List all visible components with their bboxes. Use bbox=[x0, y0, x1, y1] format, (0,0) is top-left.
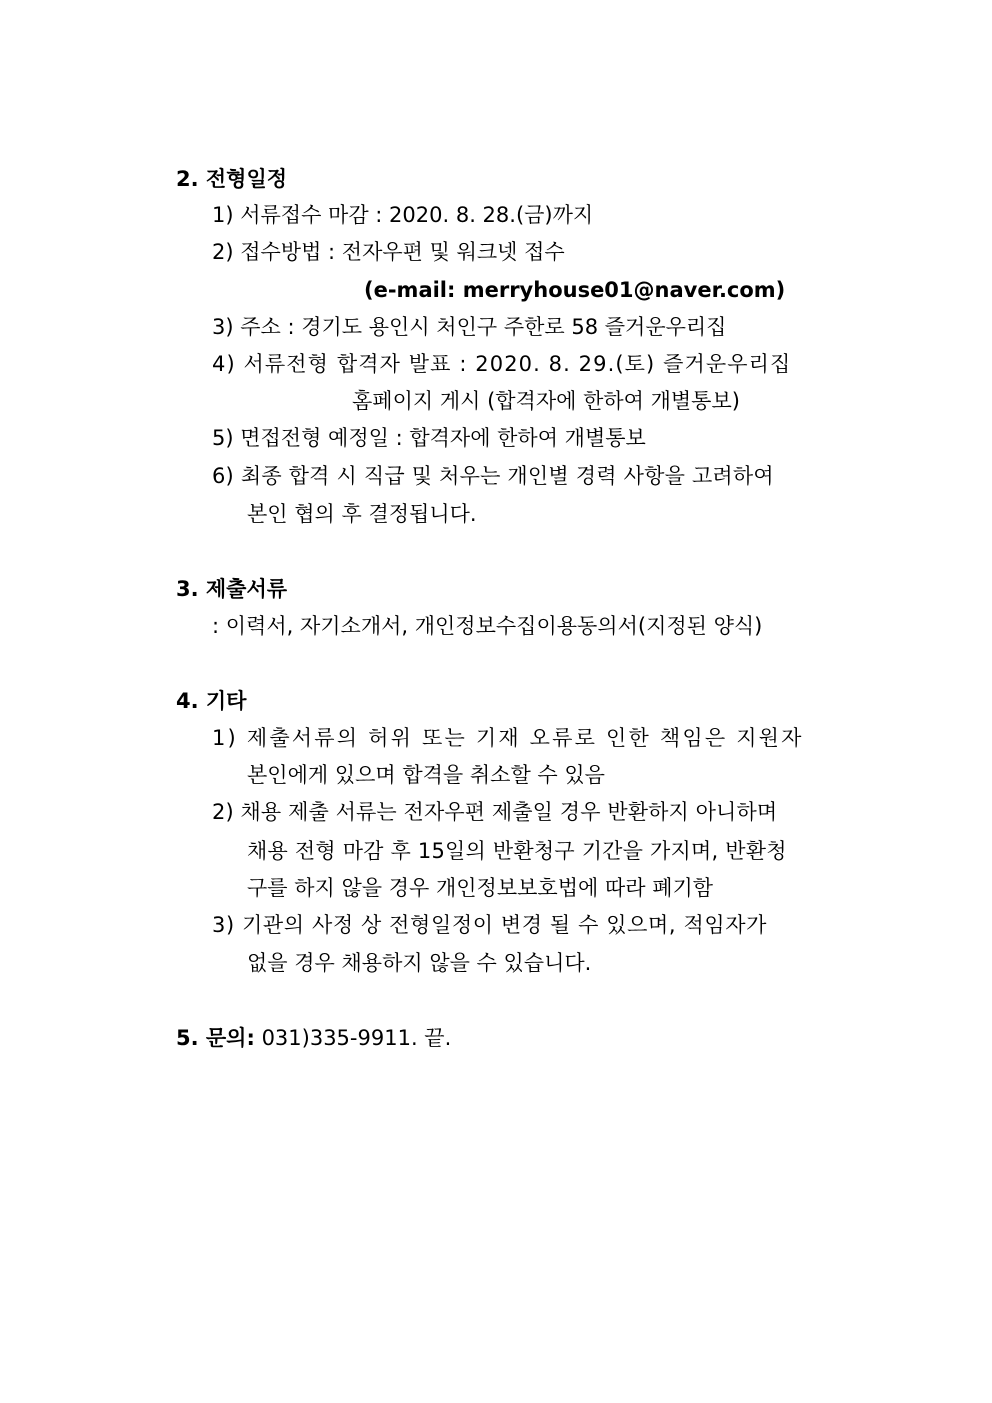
schedule-item-2: 2) 접수방법 : 전자우편 및 워크넷 접수 bbox=[212, 240, 565, 264]
documents-list: : 이력서, 자기소개서, 개인정보수집이용동의서(지정된 양식) bbox=[212, 614, 763, 638]
etc-item-3: 3) 기관의 사정 상 전형일정이 변경 될 수 있으며, 적임자가 bbox=[212, 913, 767, 937]
schedule-item-6-cont: 본인 협의 후 결정됩니다. bbox=[247, 502, 477, 526]
etc-item-1-cont: 본인에게 있으며 합격을 취소할 수 있음 bbox=[247, 763, 605, 787]
etc-item-2-cont: 채용 전형 마감 후 15일의 반환청구 기간을 가지며, 반환청 bbox=[247, 839, 787, 863]
schedule-item-5: 5) 면접전형 예정일 : 합격자에 한하여 개별통보 bbox=[212, 426, 646, 450]
schedule-item-6: 6) 최종 합격 시 직급 및 처우는 개인별 경력 사항을 고려하여 bbox=[212, 464, 774, 488]
schedule-item-1: 1) 서류접수 마감 : 2020. 8. 28.(금)까지 bbox=[212, 203, 594, 227]
etc-item-1: 1) 제출서류의 허위 또는 기재 오류로 인한 책임은 지원자 bbox=[212, 726, 804, 750]
contact-label: 5. 문의: bbox=[176, 1026, 255, 1050]
schedule-item-4-cont: 홈페이지 게시 (합격자에 한하여 개별통보) bbox=[352, 389, 740, 413]
schedule-item-3: 3) 주소 : 경기도 용인시 처인구 주한로 58 즐거운우리집 bbox=[212, 315, 727, 339]
schedule-item-2-email: (e-mail: merryhouse01@naver.com) bbox=[364, 278, 786, 302]
section-heading-schedule: 2. 전형일정 bbox=[176, 167, 288, 191]
contact-phone: 031)335-9911. 끝. bbox=[261, 1026, 452, 1050]
section-heading-etc: 4. 기타 bbox=[176, 689, 247, 713]
section-heading-documents: 3. 제출서류 bbox=[176, 577, 288, 601]
etc-item-2-cont2: 구를 하지 않을 경우 개인정보보호법에 따라 폐기함 bbox=[247, 876, 714, 900]
etc-item-3-cont: 없을 경우 채용하지 않을 수 있습니다. bbox=[247, 951, 592, 975]
contact-line bbox=[176, 1024, 451, 1052]
schedule-item-4: 4) 서류전형 합격자 발표 : 2020. 8. 29.(토) 즐거운우리집 bbox=[212, 352, 792, 376]
etc-item-2: 2) 채용 제출 서류는 전자우편 제출일 경우 반환하지 아니하며 bbox=[212, 800, 778, 824]
